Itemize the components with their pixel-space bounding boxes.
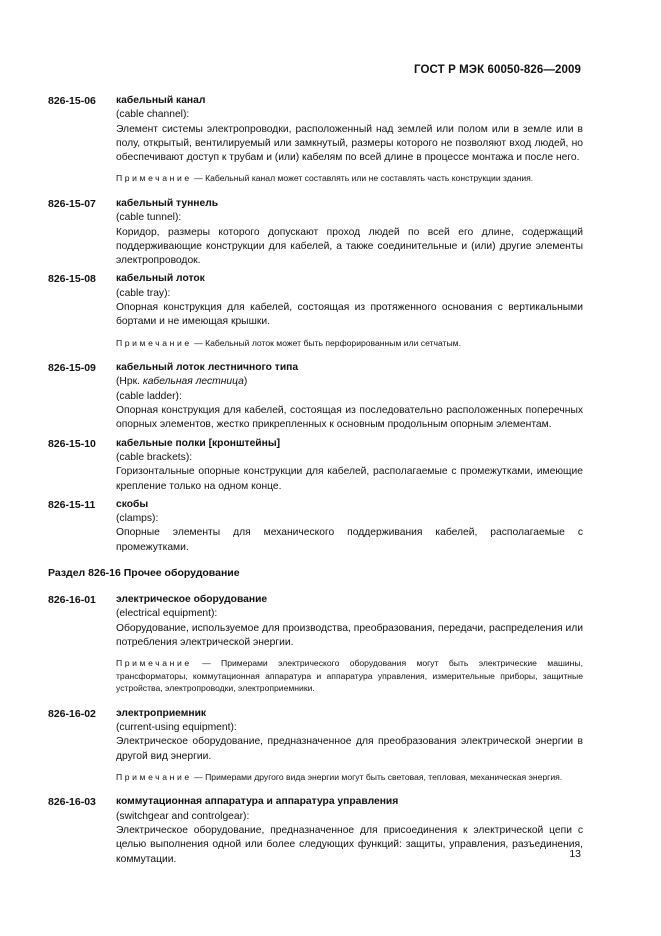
entry-number: 826-16-02 — [48, 707, 96, 720]
entry-nonrecommended-synonym — [116, 375, 583, 389]
entry-english-term: (cable channel): — [116, 109, 190, 121]
entry-term: кабельные полки [кронштейны] — [116, 437, 281, 449]
entry-english-term: (cable tunnel): — [116, 212, 182, 224]
note-label: Примечание — [116, 658, 192, 669]
synonym-term: кабельная лестница — [142, 376, 244, 388]
entry-term: кабельный лоток лестничного типа — [116, 362, 299, 374]
document-header: ГОСТ Р МЭК 60050-826—2009 — [414, 64, 581, 76]
entry-body — [116, 593, 583, 703]
entry-definition: Электрическое оборудование, предназначенное для преобразования электрической энергии в другой вид энергии. — [116, 736, 583, 762]
entry-number: 826-16-03 — [48, 796, 96, 809]
entry-body — [116, 498, 583, 555]
entry-body — [116, 197, 583, 268]
entry-term: коммутационная аппаратура и аппаратура управления — [116, 796, 399, 808]
entry-english-term: (clamps): — [116, 513, 159, 525]
entry-english-term: (cable tray): — [116, 287, 171, 299]
entry-number: 826-15-09 — [48, 362, 96, 375]
entry-note — [116, 337, 583, 350]
entry-note — [116, 172, 583, 185]
entry-definition: Электрическое оборудование, предназначенное для присоединения к электрической цепи с целью выполнения одной или более следующих функций: защиты, управления, разъединения, коммутации. — [116, 824, 583, 865]
entry-definition: Опорная конструкция для кабелей, состоящая из протяженного основания с вертикальными бортами и не имеющая крышки. — [116, 302, 583, 328]
note-label: Примечание — [116, 337, 192, 348]
entry-english-term: (cable ladder): — [116, 390, 182, 402]
entry-term: кабельный туннель — [116, 197, 219, 209]
synonym-prefix: (Нрк. — [116, 376, 143, 388]
entry-number: 826-15-10 — [48, 437, 96, 450]
note-text: — Примерами электрического оборудования могут быть электрические машины, трансформаторы, коммутационная аппаратура и аппаратура управления, измерительные приборы, защитные устройства, электропроводки, электроприемники. — [116, 658, 583, 694]
document-body — [48, 94, 583, 871]
entry-body — [116, 437, 583, 494]
term-entry — [48, 593, 583, 703]
entry-term: кабельный лоток — [116, 273, 205, 285]
note-text: — Кабельный канал может составлять или не составлять часть конструкции здания. — [191, 173, 534, 184]
entry-english-term: (current-using equipment): — [116, 722, 237, 733]
entry-definition: Горизонтальные опорные конструкции для кабелей, располагаемые с промежутками, имеющие крепление только на одном конце. — [116, 466, 583, 492]
term-entry — [48, 707, 583, 792]
entry-definition: Коридор, размеры которого допускают проход людей по всей его длине, содержащий поддерживающие конструкции для кабелей, а также соединительные и (или) другие элементы электропроводок. — [116, 226, 583, 267]
entry-body — [116, 272, 583, 357]
section-heading: Раздел 826-16 Прочее оборудование — [48, 567, 240, 580]
term-entry — [48, 795, 583, 866]
entry-english-term: (switchgear and controlgear): — [116, 810, 250, 822]
entry-definition: Элемент системы электропроводки, расположенный над землей или полом или в земле или в полу, открытый, вентилируемый или замкнутый, размеры которого не позволяют вход людей, но обеспечивают доступ к трубам и (или) кабелям по всей длине в процессе монтажа и после него. — [116, 123, 583, 164]
entry-definition: Опорная конструкция для кабелей, состоящая из последовательно расположенных поперечных опорных элементов, жестко прикрепленных к основным продольным опорным элементам. — [116, 405, 583, 431]
entry-note — [116, 657, 583, 695]
entry-term: электроприемник — [116, 707, 207, 719]
page-number: 13 — [569, 848, 581, 860]
entry-number: 826-15-06 — [48, 95, 96, 107]
note-label: Примечание — [116, 771, 192, 782]
entry-english-term: (cable brackets): — [116, 451, 193, 463]
entry-body — [116, 795, 583, 866]
note-text: — Кабельный лоток может быть перфорированным или сетчатым. — [191, 337, 461, 348]
term-entry — [48, 498, 583, 555]
entry-number: 826-15-07 — [48, 197, 96, 210]
term-entry — [48, 437, 583, 494]
synonym-suffix: ) — [243, 376, 248, 388]
term-entry — [48, 197, 583, 268]
entry-number: 826-15-08 — [48, 273, 96, 286]
entry-note — [116, 771, 583, 784]
entry-english-term: (electrical equipment): — [116, 608, 218, 620]
entry-definition: Оборудование, используемое для производства, преобразования, передачи, распределения или потребления электрической энергии. — [116, 622, 583, 648]
entry-body — [116, 361, 583, 432]
entry-term: скобы — [116, 498, 149, 510]
term-entry — [48, 361, 583, 432]
entry-number: 826-15-11 — [48, 498, 96, 511]
entry-body — [116, 707, 583, 792]
note-label: Примечание — [116, 173, 192, 184]
entry-term: электрическое оборудование — [116, 594, 268, 606]
term-entry — [48, 272, 583, 357]
note-text: — Примерами другого вида энергии могут быть световая, тепловая, механическая энергия. — [191, 771, 563, 782]
entry-definition: Опорные элементы для механического поддерживания кабелей, располагаемые с промежутками. — [116, 527, 583, 553]
entry-number: 826-16-01 — [48, 594, 96, 607]
entry-term: кабельный канал — [116, 95, 206, 106]
term-entry — [48, 94, 583, 193]
entry-body — [116, 94, 583, 193]
